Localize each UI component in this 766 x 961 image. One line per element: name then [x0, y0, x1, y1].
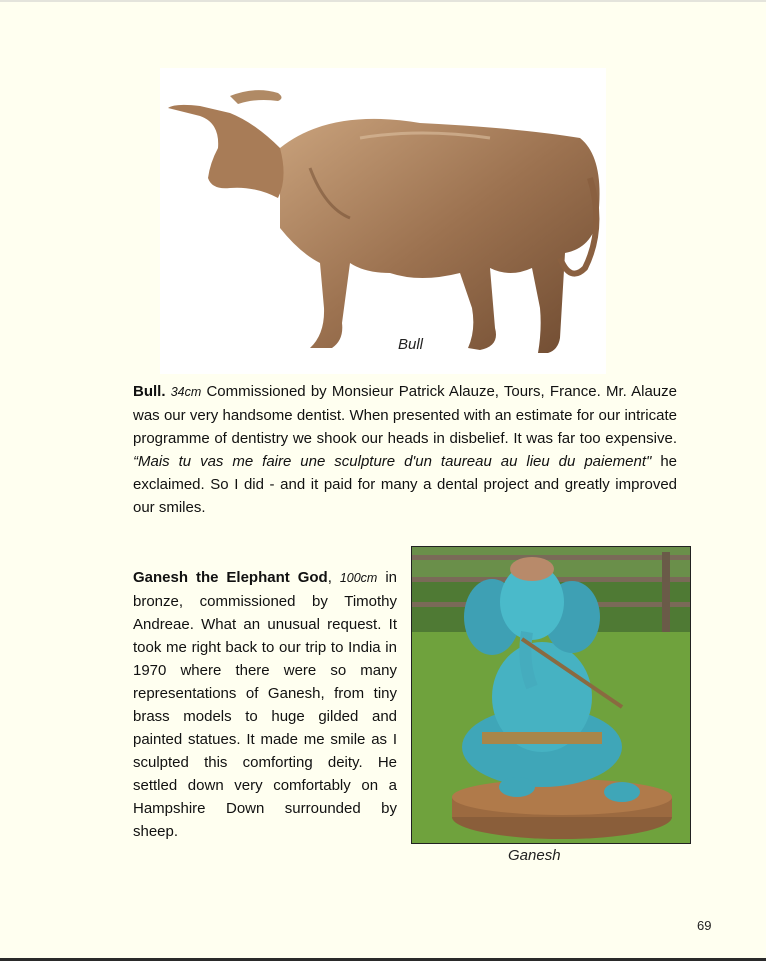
ganesh-description	[133, 566, 397, 843]
page-number: 69	[697, 918, 712, 933]
ganesh-caption: Ganesh	[508, 847, 561, 864]
bull-size: 34cm	[170, 385, 202, 399]
ganesh-text: in bronze, commissioned by Timothy Andreae. What an unusual request. It took me right back to our trip to India in 1970 where there were so many representations of Ganesh, from tiny brass models to huge gilded and painted statues. It made me smile as I sculpted this comforting deity. He settled down very comfortably on a Hampshire Down surrounded by sheep.	[133, 569, 397, 840]
bull-sculpture-image	[160, 68, 606, 374]
top-border	[0, 0, 766, 2]
bull-quote: “Mais tu vas me faire une sculpture d'un taureau au lieu du paiement"	[133, 453, 652, 470]
bull-figure	[160, 68, 606, 374]
bull-description	[133, 380, 677, 519]
ganesh-figure	[411, 546, 691, 844]
bull-text-before-quote: Commissioned by Monsieur Patrick Alauze, Tours, France. Mr. Alauze was our very handsome dentist. When presented with an estimate for our intricate programme of dentistry we shook our heads in disbelief. It was far too expensive.	[133, 383, 677, 447]
ganesh-sculpture-image	[412, 547, 690, 843]
bull-title: Bull.	[133, 383, 166, 400]
bull-text-after-quote: he exclaimed. So I did - and it paid for many a dental project and greatly improved our smiles.	[133, 453, 677, 516]
ganesh-size: 100cm	[339, 571, 378, 585]
ganesh-title: Ganesh the Elephant God	[133, 569, 328, 586]
bull-caption: Bull	[398, 336, 424, 353]
ganesh-separator: ,	[327, 569, 332, 586]
